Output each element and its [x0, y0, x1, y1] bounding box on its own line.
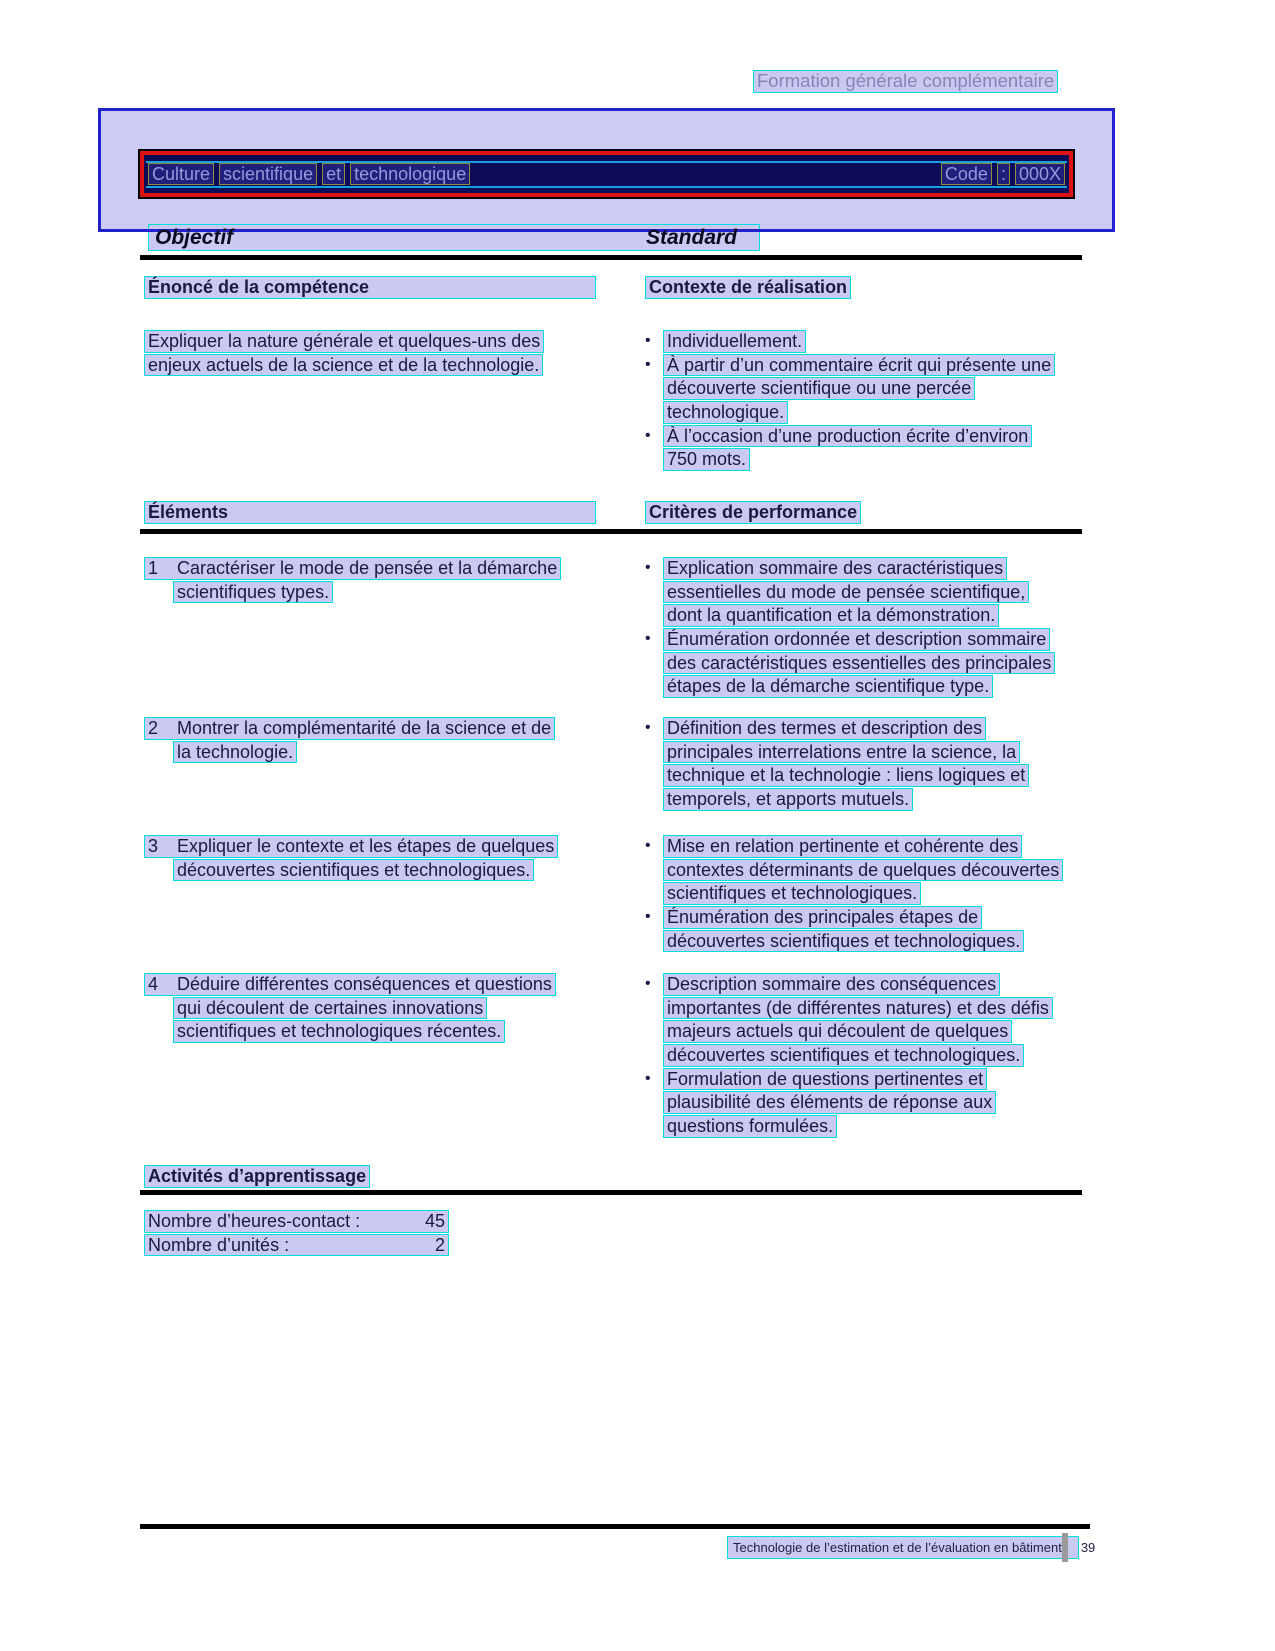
competence-body: [144, 330, 1055, 472]
element-number: 4: [148, 974, 159, 994]
section-rule: [140, 529, 1082, 534]
text-line: Description sommaire des conséquences: [663, 973, 1000, 996]
text-line: technique et la technologie : liens logiques et: [663, 764, 1029, 787]
bullet-icon: •: [645, 837, 651, 854]
element-number: 3: [148, 836, 159, 856]
enonce-heading: Énoncé de la compétence: [144, 276, 596, 299]
text-line: des caractéristiques essentielles des principales: [663, 652, 1055, 675]
hours-contact-row: [144, 1210, 449, 1233]
course-title-word: Culture: [148, 163, 214, 185]
text-line: questions formulées.: [663, 1115, 837, 1138]
element-3: [144, 835, 645, 953]
text-line: Énumération des principales étapes de: [663, 906, 982, 929]
element-row-2: [144, 717, 1029, 812]
element-text: Déduire différentes conséquences et questions: [177, 974, 552, 994]
text-line: découvertes scientifiques et technologiques.: [663, 1044, 1024, 1067]
realisation-context: [645, 330, 1055, 472]
standard-heading: Standard: [646, 226, 738, 249]
text-line: contextes déterminants de quelques découvertes: [663, 859, 1063, 882]
hours-contact-label: Nombre d’heures-contact :: [148, 1211, 361, 1231]
page-footer: [727, 1536, 1096, 1559]
footer-rule: [140, 1524, 1090, 1529]
contexte-heading: Contexte de réalisation: [645, 276, 851, 299]
course-title-bar: [140, 151, 1073, 197]
section-rule: [140, 255, 1082, 260]
course-title-word: scientifique: [219, 163, 317, 185]
criteria-2: [645, 717, 1029, 812]
bullet-icon: •: [645, 1069, 651, 1087]
course-title-word: technologique: [350, 163, 470, 185]
element-text: Expliquer le contexte et les étapes de quelques: [177, 836, 555, 856]
text-line: étapes de la démarche scientifique type.: [663, 675, 993, 698]
text-line: enjeux actuels de la science et de la technologie.: [144, 354, 543, 377]
element-row-1: [144, 557, 1055, 699]
text-line: Mise en relation pertinente et cohérente des: [663, 835, 1022, 858]
element-row-3: [144, 835, 1063, 953]
criteria-1: [645, 557, 1055, 699]
bullet-icon: •: [645, 630, 651, 648]
text-line: Individuellement.: [663, 330, 806, 353]
element-row-4: [144, 973, 1053, 1139]
bullet-icon: •: [645, 908, 651, 926]
text-line: principales interrelations entre la science, la: [663, 741, 1020, 764]
units-label: Nombre d’unités :: [148, 1234, 290, 1255]
text-line: À l’occasion d’une production écrite d’environ: [663, 425, 1032, 448]
element-1: [144, 557, 645, 699]
running-head: [753, 70, 1058, 93]
text-line: scientifiques et technologiques.: [663, 882, 921, 905]
text-line: Explication sommaire des caractéristiques: [663, 557, 1007, 580]
frame-bottom-line: [98, 229, 1115, 232]
element-line: scientifiques types.: [173, 581, 333, 604]
element-line: scientifiques et technologiques récentes.: [173, 1020, 505, 1043]
bullet-icon: •: [645, 719, 651, 736]
criteria-3: [645, 835, 1063, 953]
element-number: 2: [148, 718, 159, 738]
title-line-box: [146, 161, 1067, 188]
elements-headers: [144, 501, 861, 525]
footer-title: Technologie de l’estimation et de l’évaluation en bâtiment: [733, 1540, 1062, 1555]
element-text: Montrer la complémentarité de la science et de: [177, 718, 552, 738]
text-line: À partir d’un commentaire écrit qui présente une: [663, 354, 1055, 377]
element-2: [144, 717, 645, 812]
element-text: Caractériser le mode de pensée et la démarche: [177, 558, 558, 578]
footer-divider-bar: [1062, 1533, 1068, 1562]
bullet-icon: •: [645, 559, 651, 576]
text-line: Définition des termes et description des: [663, 717, 986, 740]
text-line: 750 mots.: [663, 448, 750, 471]
bullet-icon: •: [645, 975, 651, 992]
criteria-4: [645, 973, 1053, 1139]
text-line: plausibilité des éléments de réponse aux: [663, 1091, 996, 1114]
text-line: Expliquer la nature générale et quelques-uns des: [144, 330, 544, 353]
element-line: qui découlent de certaines innovations: [173, 997, 487, 1020]
text-line: temporels, et apports mutuels.: [663, 788, 913, 811]
criteres-heading: Critères de performance: [645, 501, 861, 524]
competence-statement: [144, 330, 645, 472]
element-4: [144, 973, 645, 1139]
element-line: [144, 557, 561, 580]
elements-heading: Éléments: [144, 501, 596, 524]
section-rule: [140, 1190, 1082, 1195]
bullet-icon: •: [645, 426, 651, 444]
hours-contact-value: 45: [424, 1211, 445, 1231]
text-line: découverte scientifique ou une percée: [663, 377, 975, 400]
activities-header: [144, 1165, 370, 1189]
bullet-icon: •: [645, 332, 651, 349]
course-title-word: et: [322, 163, 345, 185]
text-line: essentielles du mode de pensée scientifique,: [663, 581, 1029, 604]
element-line: [144, 835, 558, 858]
competence-headers: [144, 276, 851, 300]
element-line: découvertes scientifiques et technologiques.: [173, 859, 534, 882]
course-code-label: Code: [941, 163, 992, 185]
units-value: 2: [434, 1234, 445, 1255]
text-line: dont la quantification et la démonstration.: [663, 604, 999, 627]
text-line: Formulation de questions pertinentes et: [663, 1068, 987, 1091]
text-line: technologique.: [663, 401, 788, 424]
page-number: 39: [1080, 1540, 1096, 1555]
text-line: majeurs actuels qui découlent de quelques: [663, 1020, 1012, 1043]
element-line: [144, 717, 555, 740]
activites-heading: Activités d’apprentissage: [144, 1165, 370, 1188]
activities-values: [144, 1210, 449, 1257]
text-line: Énumération ordonnée et description sommaire: [663, 628, 1050, 651]
text-line: importantes (de différentes natures) et des défis: [663, 997, 1053, 1020]
element-line: la technologie.: [173, 741, 297, 764]
running-head-text: Formation générale complémentaire: [753, 70, 1058, 93]
bullet-icon: •: [645, 355, 651, 373]
objectif-heading: Objectif: [155, 226, 234, 249]
element-number: 1: [148, 558, 159, 578]
text-line: découvertes scientifiques et technologiques.: [663, 930, 1024, 953]
element-line: [144, 973, 556, 996]
course-code-value: 000X: [1015, 163, 1065, 185]
course-code-colon: :: [997, 163, 1010, 185]
units-row: [144, 1234, 449, 1257]
